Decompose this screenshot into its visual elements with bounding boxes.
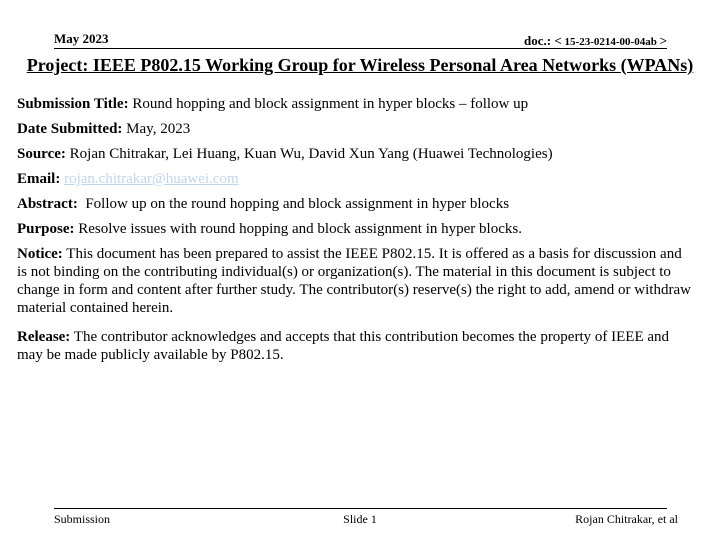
- footer-submission: Submission: [54, 512, 111, 526]
- header-doc-id: [524, 33, 667, 49]
- project-title: Project: IEEE P802.15 Working Group for Wireless Personal Area Networks (WPANs): [26, 55, 694, 75]
- header-date: May 2023: [54, 31, 109, 46]
- footer-author: Rojan Chitrakar, et al: [575, 512, 678, 526]
- notice-value: This document has been prepared to assist the IEEE P802.15. It is offered as a basis for discussion and is not binding on the contributing individual(s) or organization(s). The material in this document is subject to change in form and content after further study. The contributor(s) reserve(s) the right to add, amend or withdraw material contained herein.: [17, 246, 691, 316]
- purpose-field: [17, 220, 693, 238]
- submission-title-label: Submission Title:: [17, 96, 129, 112]
- date-submitted-value: May, 2023: [122, 121, 191, 137]
- abstract-label: Abstract:: [17, 196, 78, 212]
- submission-title-value: Round hopping and block assignment in hyper blocks – follow up: [128, 96, 529, 112]
- abstract-value: Follow up on the round hopping and block assignment in hyper blocks: [77, 196, 510, 212]
- purpose-value: Resolve issues with round hopping and block assignment in hyper blocks.: [74, 221, 522, 237]
- release-field: [17, 328, 693, 364]
- email-label: Email:: [17, 171, 61, 187]
- date-submitted-label: Date Submitted:: [17, 121, 123, 137]
- email-field: [17, 170, 693, 188]
- email-link[interactable]: rojan.chitrakar@huawei.com: [64, 171, 239, 187]
- date-submitted-field: [17, 120, 693, 138]
- doc-suffix: >: [659, 33, 667, 48]
- notice-field: [17, 245, 693, 317]
- footer-slide-number: Slide 1: [343, 512, 377, 526]
- release-label: Release:: [17, 329, 71, 345]
- source-field: [17, 145, 693, 163]
- purpose-label: Purpose:: [17, 221, 75, 237]
- abstract-field: [17, 195, 693, 213]
- slide-content: [17, 95, 693, 371]
- doc-prefix: doc.: <: [524, 33, 562, 48]
- release-value: The contributor acknowledges and accepts that this contribution becomes the property of IEEE and may be made publicly available by P802.15.: [17, 329, 670, 363]
- source-value: Rojan Chitrakar, Lei Huang, Kuan Wu, David Xun Yang (Huawei Technologies): [65, 146, 553, 162]
- header-divider: [54, 48, 667, 49]
- submission-title-field: [17, 95, 693, 113]
- doc-number: 15-23-0214-00-04ab: [561, 36, 660, 48]
- source-label: Source:: [17, 146, 66, 162]
- footer-divider: [54, 508, 667, 509]
- notice-label: Notice:: [17, 246, 63, 262]
